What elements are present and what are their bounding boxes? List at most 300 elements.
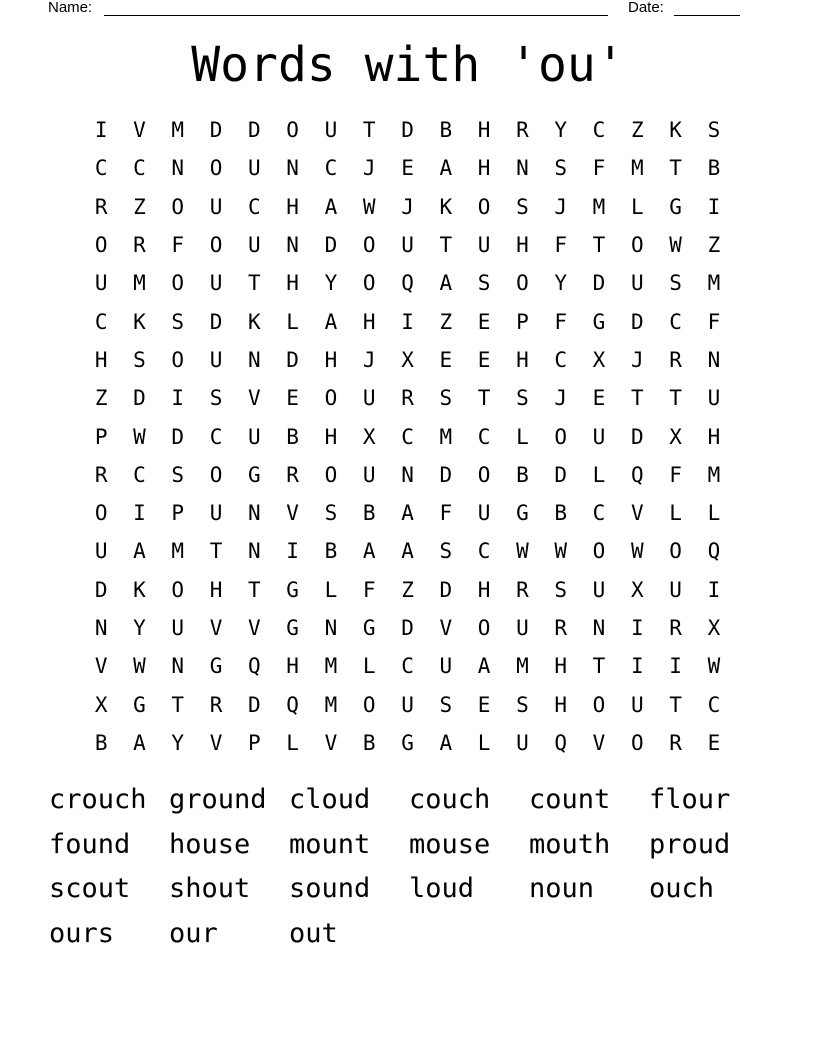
grid-letter[interactable]: R	[286, 462, 299, 487]
grid-letter[interactable]: L	[362, 654, 376, 679]
grid-letter[interactable]: R	[669, 616, 682, 640]
grid-letter[interactable]: L	[286, 309, 299, 334]
grid-letter[interactable]: R	[401, 386, 414, 411]
grid-letter[interactable]: V	[439, 616, 453, 640]
grid-letter[interactable]: N	[324, 616, 338, 640]
grid-letter[interactable]: S	[209, 386, 223, 411]
grid-letter[interactable]: G	[516, 501, 529, 526]
grid-letter[interactable]: H	[94, 347, 108, 372]
grid-letter[interactable]: Q	[630, 462, 644, 487]
grid-letter[interactable]: K	[248, 309, 261, 334]
grid-letter[interactable]: V	[94, 654, 108, 679]
grid-letter[interactable]: V	[209, 616, 223, 640]
grid-letter[interactable]: N	[707, 347, 721, 372]
grid-letter[interactable]: T	[248, 271, 261, 296]
grid-letter[interactable]: O	[286, 118, 299, 143]
grid-letter[interactable]: E	[592, 386, 606, 411]
grid-letter[interactable]: W	[133, 654, 146, 679]
grid-letter[interactable]: U	[248, 424, 261, 449]
grid-letter[interactable]: B	[554, 501, 568, 526]
grid-letter[interactable]: X	[592, 347, 606, 372]
grid-letter[interactable]: T	[477, 386, 491, 411]
grid-letter[interactable]: D	[630, 424, 644, 449]
grid-letter[interactable]: B	[94, 730, 108, 755]
grid-letter[interactable]: O	[209, 156, 223, 181]
grid-letter[interactable]: V	[248, 616, 261, 640]
grid-letter[interactable]: F	[554, 233, 568, 258]
grid-letter[interactable]: C	[592, 118, 606, 143]
grid-letter[interactable]: O	[171, 577, 185, 602]
grid-letter[interactable]: O	[477, 616, 491, 640]
grid-letter[interactable]: N	[592, 616, 606, 640]
grid-letter[interactable]: X	[362, 424, 376, 449]
grid-letter[interactable]: A	[362, 539, 376, 564]
grid-letter[interactable]: C	[477, 539, 491, 564]
grid-letter[interactable]: B	[439, 118, 453, 143]
grid-letter[interactable]: V	[324, 730, 338, 755]
grid-letter[interactable]: C	[209, 424, 223, 449]
grid-letter[interactable]: C	[94, 309, 108, 334]
grid-letter[interactable]: L	[477, 730, 491, 755]
grid-letter[interactable]: F	[171, 233, 185, 258]
grid-letter[interactable]: H	[209, 577, 223, 602]
grid-letter[interactable]: S	[516, 194, 529, 219]
grid-letter[interactable]: O	[94, 501, 108, 526]
grid-letter[interactable]: M	[516, 654, 529, 679]
grid-letter[interactable]: O	[592, 539, 606, 564]
grid-letter[interactable]: T	[439, 233, 453, 258]
grid-letter[interactable]: C	[401, 654, 414, 679]
grid-letter[interactable]: D	[248, 692, 261, 717]
grid-letter[interactable]: W	[707, 654, 721, 679]
grid-letter[interactable]: Q	[286, 692, 299, 717]
grid-letter[interactable]: N	[248, 501, 261, 526]
grid-letter[interactable]: Y	[171, 730, 185, 755]
grid-letter[interactable]: O	[324, 462, 338, 487]
grid-letter[interactable]: I	[707, 577, 721, 602]
grid-letter[interactable]: C	[248, 194, 261, 219]
grid-letter[interactable]: O	[171, 194, 185, 219]
grid-letter[interactable]: I	[133, 501, 146, 526]
grid-letter[interactable]: O	[171, 347, 185, 372]
grid-letter[interactable]: G	[669, 194, 682, 219]
grid-letter[interactable]: N	[516, 156, 529, 181]
grid-letter[interactable]: A	[477, 654, 491, 679]
grid-letter[interactable]: U	[630, 271, 644, 296]
grid-letter[interactable]: H	[707, 424, 721, 449]
grid-letter[interactable]: O	[362, 271, 376, 296]
grid-letter[interactable]: E	[439, 347, 453, 372]
grid-letter[interactable]: P	[248, 730, 261, 755]
grid-letter[interactable]: J	[554, 194, 568, 219]
grid-letter[interactable]: D	[286, 347, 299, 372]
grid-letter[interactable]: D	[324, 233, 338, 258]
grid-letter[interactable]: R	[209, 692, 223, 717]
grid-letter[interactable]: R	[516, 577, 529, 602]
grid-letter[interactable]: O	[171, 271, 185, 296]
grid-letter[interactable]: S	[516, 692, 529, 717]
grid-letter[interactable]: Q	[707, 539, 721, 564]
grid-letter[interactable]: M	[324, 654, 338, 679]
grid-letter[interactable]: Z	[630, 118, 644, 143]
grid-letter[interactable]: I	[286, 539, 299, 564]
date-line[interactable]	[674, 15, 740, 16]
grid-letter[interactable]: L	[669, 501, 682, 526]
grid-letter[interactable]: D	[248, 118, 261, 143]
grid-letter[interactable]: O	[669, 539, 682, 564]
grid-letter[interactable]: H	[324, 347, 338, 372]
grid-letter[interactable]: R	[133, 233, 146, 258]
grid-letter[interactable]: W	[133, 424, 146, 449]
word-bank-item: proud	[649, 828, 731, 860]
grid-row	[82, 188, 733, 226]
grid-letter[interactable]: F	[439, 501, 453, 526]
grid-letter[interactable]: M	[707, 271, 721, 296]
grid-letter[interactable]: D	[401, 616, 414, 640]
grid-letter[interactable]: C	[401, 424, 414, 449]
grid-letter[interactable]: O	[592, 692, 606, 717]
grid-letter[interactable]: T	[592, 233, 606, 258]
grid-letter[interactable]: P	[171, 501, 185, 526]
grid-letter[interactable]: I	[630, 654, 644, 679]
grid-letter[interactable]: Y	[324, 271, 338, 296]
grid-letter[interactable]: L	[707, 501, 721, 526]
grid-letter[interactable]: Z	[439, 309, 453, 334]
grid-row	[82, 494, 733, 532]
grid-letter[interactable]: C	[554, 347, 568, 372]
grid-letter[interactable]: V	[133, 118, 146, 143]
grid-letter[interactable]: L	[286, 730, 299, 755]
date-label: Date:	[628, 0, 664, 16]
grid-letter[interactable]: J	[401, 194, 414, 219]
word-bank-item: couch	[409, 784, 491, 815]
word-bank-item: found	[49, 828, 131, 860]
grid-letter[interactable]: C	[94, 156, 108, 181]
grid-letter[interactable]: G	[248, 462, 261, 487]
grid-letter[interactable]: U	[439, 654, 453, 679]
grid-letter[interactable]: K	[669, 118, 682, 143]
grid-letter[interactable]: H	[286, 271, 299, 296]
grid-letter[interactable]: S	[439, 386, 453, 411]
grid-letter[interactable]: U	[630, 692, 644, 717]
grid-letter[interactable]: U	[707, 386, 721, 411]
grid-letter[interactable]: J	[554, 386, 568, 411]
grid-letter[interactable]: U	[592, 577, 606, 602]
grid-letter[interactable]: H	[516, 233, 529, 258]
grid-letter[interactable]: I	[94, 118, 108, 143]
grid-letter[interactable]: O	[362, 692, 376, 717]
grid-letter[interactable]: H	[477, 118, 491, 143]
grid-letter[interactable]: H	[286, 194, 299, 219]
name-line[interactable]	[104, 15, 608, 16]
grid-letter[interactable]: S	[707, 118, 721, 143]
grid-letter[interactable]: Z	[94, 386, 108, 411]
grid-letter[interactable]: O	[630, 233, 644, 258]
grid-letter[interactable]: D	[209, 309, 223, 334]
grid-letter[interactable]: X	[401, 347, 414, 372]
grid-row	[82, 111, 733, 149]
grid-letter[interactable]: S	[439, 539, 453, 564]
grid-letter[interactable]: Y	[554, 118, 568, 143]
grid-letter[interactable]: S	[669, 271, 682, 296]
grid-letter[interactable]: A	[133, 539, 146, 564]
grid-letter[interactable]: F	[707, 309, 721, 334]
grid-letter[interactable]: O	[209, 233, 223, 258]
grid-letter[interactable]: S	[516, 386, 529, 411]
grid-letter[interactable]: H	[362, 309, 376, 334]
grid-letter[interactable]: V	[286, 501, 299, 526]
grid-letter[interactable]: O	[209, 462, 223, 487]
grid-letter[interactable]: P	[516, 309, 529, 334]
grid-letter[interactable]: Z	[401, 577, 414, 602]
grid-letter[interactable]: X	[669, 424, 682, 449]
grid-letter[interactable]: S	[554, 156, 568, 181]
grid-letter[interactable]: D	[592, 271, 606, 296]
grid-letter[interactable]: H	[554, 692, 568, 717]
grid-letter[interactable]: T	[669, 156, 682, 181]
grid-letter[interactable]: C	[133, 462, 146, 487]
grid-letter[interactable]: U	[94, 271, 108, 296]
grid-letter[interactable]: U	[477, 233, 491, 258]
grid-letter[interactable]: W	[362, 194, 376, 219]
grid-letter[interactable]: N	[94, 616, 108, 640]
grid-letter[interactable]: D	[439, 577, 453, 602]
grid-letter[interactable]: A	[324, 194, 338, 219]
grid-letter[interactable]: C	[133, 156, 146, 181]
grid-letter[interactable]: W	[630, 539, 644, 564]
grid-letter[interactable]: T	[592, 654, 606, 679]
grid-letter[interactable]: B	[707, 156, 721, 181]
grid-letter[interactable]: M	[630, 156, 644, 181]
grid-letter[interactable]: E	[401, 156, 414, 181]
grid-letter[interactable]: X	[707, 616, 721, 640]
grid-letter[interactable]: D	[401, 118, 414, 143]
grid-letter[interactable]: N	[286, 233, 299, 258]
grid-letter[interactable]: C	[477, 424, 491, 449]
grid-letter[interactable]: V	[209, 730, 223, 755]
grid-letter[interactable]: W	[516, 539, 529, 564]
grid-letter[interactable]: N	[286, 156, 299, 181]
grid-letter[interactable]: J	[362, 347, 376, 372]
grid-letter[interactable]: C	[707, 692, 721, 717]
grid-letter[interactable]: C	[669, 309, 682, 334]
grid-letter[interactable]: G	[286, 616, 299, 640]
grid-letter[interactable]: O	[630, 730, 644, 755]
grid-letter[interactable]: B	[362, 501, 376, 526]
grid-letter[interactable]: B	[286, 424, 299, 449]
grid-letter[interactable]: M	[324, 692, 338, 717]
grid-letter[interactable]: T	[669, 692, 682, 717]
grid-letter[interactable]: K	[439, 194, 453, 219]
grid-letter[interactable]: T	[171, 692, 185, 717]
grid-letter[interactable]: E	[286, 386, 299, 411]
grid-letter[interactable]: V	[248, 386, 261, 411]
grid-letter[interactable]: U	[362, 462, 376, 487]
grid-letter[interactable]: U	[401, 233, 414, 258]
grid-letter[interactable]: D	[171, 424, 185, 449]
grid-letter[interactable]: R	[554, 616, 568, 640]
grid-letter[interactable]: G	[133, 692, 146, 717]
grid-letter[interactable]: I	[669, 654, 682, 679]
grid-letter[interactable]: K	[133, 577, 146, 602]
grid-letter[interactable]: F	[362, 577, 376, 602]
grid-letter[interactable]: R	[94, 462, 108, 487]
grid-letter[interactable]: U	[248, 233, 261, 258]
grid-letter[interactable]: U	[516, 730, 529, 755]
grid-letter[interactable]: H	[477, 577, 491, 602]
grid-letter[interactable]: U	[324, 118, 338, 143]
grid-letter[interactable]: D	[554, 462, 568, 487]
grid-letter[interactable]: L	[516, 424, 529, 449]
grid-letter[interactable]: M	[171, 118, 185, 143]
grid-letter[interactable]: S	[554, 577, 568, 602]
grid-letter[interactable]: G	[592, 309, 606, 334]
grid-letter[interactable]: O	[362, 233, 376, 258]
grid-letter[interactable]: N	[171, 156, 185, 181]
grid-letter[interactable]: L	[324, 577, 338, 602]
grid-letter[interactable]: A	[439, 156, 453, 181]
grid-letter[interactable]: J	[630, 347, 644, 372]
grid-letter[interactable]: H	[477, 156, 491, 181]
grid-letter[interactable]: A	[133, 730, 146, 755]
grid-letter[interactable]: N	[248, 347, 261, 372]
grid-letter[interactable]: U	[592, 424, 606, 449]
grid-letter[interactable]: E	[477, 347, 491, 372]
grid-letter[interactable]: I	[630, 616, 644, 640]
grid-letter[interactable]: C	[324, 156, 338, 181]
grid-letter[interactable]: Q	[401, 271, 414, 296]
grid-letter[interactable]: N	[248, 539, 261, 564]
grid-letter[interactable]: I	[707, 194, 721, 219]
grid-letter[interactable]: O	[94, 233, 108, 258]
grid-letter[interactable]: W	[554, 539, 568, 564]
grid-letter[interactable]: M	[439, 424, 453, 449]
grid-letter[interactable]: J	[362, 156, 376, 181]
grid-letter[interactable]: K	[133, 309, 146, 334]
grid-letter[interactable]: M	[171, 539, 185, 564]
grid-letter[interactable]: G	[362, 616, 376, 640]
grid-row	[82, 226, 733, 264]
grid-letter[interactable]: G	[209, 654, 223, 679]
grid-letter[interactable]: A	[324, 309, 338, 334]
grid-letter[interactable]: T	[669, 386, 682, 411]
grid-letter[interactable]: S	[171, 462, 185, 487]
grid-letter[interactable]: U	[516, 616, 529, 640]
grid-letter[interactable]: U	[477, 501, 491, 526]
grid-letter[interactable]: D	[630, 309, 644, 334]
grid-letter[interactable]: X	[94, 692, 108, 717]
grid-letter[interactable]: R	[94, 194, 108, 219]
grid-letter[interactable]: Q	[248, 654, 261, 679]
grid-letter[interactable]: V	[592, 730, 606, 755]
grid-letter[interactable]: A	[401, 501, 414, 526]
grid-letter[interactable]: S	[477, 271, 491, 296]
grid-letter[interactable]: R	[669, 730, 682, 755]
grid-letter[interactable]: P	[94, 424, 108, 449]
grid-letter[interactable]: T	[248, 577, 261, 602]
grid-letter[interactable]: R	[669, 347, 682, 372]
grid-letter[interactable]: A	[439, 730, 453, 755]
grid-letter[interactable]: F	[592, 156, 606, 181]
grid-letter[interactable]: U	[401, 692, 414, 717]
grid-letter[interactable]: S	[324, 501, 338, 526]
grid-letter[interactable]: H	[286, 654, 299, 679]
grid-letter[interactable]: F	[669, 462, 682, 487]
grid-letter[interactable]: M	[707, 462, 721, 487]
grid-letter[interactable]: O	[516, 271, 529, 296]
grid-letter[interactable]: L	[630, 194, 644, 219]
grid-letter[interactable]: I	[401, 309, 414, 334]
word-bank-item: noun	[529, 873, 595, 905]
grid-letter[interactable]: G	[286, 577, 299, 602]
grid-letter[interactable]: B	[362, 730, 376, 755]
grid-letter[interactable]: L	[592, 462, 606, 487]
grid-letter[interactable]: M	[133, 271, 146, 296]
grid-letter[interactable]: I	[171, 386, 185, 411]
grid-letter[interactable]: A	[401, 539, 414, 564]
grid-letter[interactable]: U	[209, 271, 223, 296]
grid-letter[interactable]: H	[324, 424, 338, 449]
grid-letter[interactable]: B	[324, 539, 338, 564]
grid-letter[interactable]: U	[669, 577, 682, 602]
grid-letter[interactable]: H	[554, 654, 568, 679]
grid-letter[interactable]: X	[630, 577, 644, 602]
grid-letter[interactable]: Z	[707, 233, 721, 258]
grid-letter[interactable]: D	[209, 118, 223, 143]
grid-letter[interactable]: C	[592, 501, 606, 526]
grid-letter[interactable]: Y	[133, 616, 146, 640]
grid-letter[interactable]: M	[592, 194, 606, 219]
grid-letter[interactable]: U	[209, 347, 223, 372]
grid-letter[interactable]: T	[630, 386, 644, 411]
grid-letter[interactable]: S	[133, 347, 146, 372]
grid-letter[interactable]: U	[94, 539, 108, 564]
grid-letter[interactable]: E	[477, 309, 491, 334]
grid-letter[interactable]: R	[516, 118, 529, 143]
grid-letter[interactable]: Z	[133, 194, 146, 219]
grid-letter[interactable]: G	[401, 730, 414, 755]
grid-letter[interactable]: H	[516, 347, 529, 372]
grid-letter[interactable]: U	[209, 501, 223, 526]
grid-letter[interactable]: B	[516, 462, 529, 487]
grid-letter[interactable]: O	[554, 424, 568, 449]
grid-letter[interactable]: O	[477, 194, 491, 219]
grid-letter[interactable]: S	[439, 692, 453, 717]
grid-letter[interactable]: O	[477, 462, 491, 487]
grid-letter[interactable]: U	[171, 616, 185, 640]
grid-letter[interactable]: W	[669, 233, 682, 258]
grid-letter[interactable]: E	[477, 692, 491, 717]
grid-letter[interactable]: U	[209, 194, 223, 219]
grid-letter[interactable]: D	[439, 462, 453, 487]
grid-letter[interactable]: S	[171, 309, 185, 334]
grid-letter[interactable]: Q	[554, 730, 568, 755]
grid-letter[interactable]: T	[209, 539, 223, 564]
grid-letter[interactable]: D	[133, 386, 146, 411]
grid-letter[interactable]: A	[439, 271, 453, 296]
grid-letter[interactable]: Y	[554, 271, 568, 296]
grid-letter[interactable]: V	[630, 501, 644, 526]
grid-letter[interactable]: O	[324, 386, 338, 411]
grid-letter[interactable]: U	[362, 386, 376, 411]
grid-letter[interactable]: T	[362, 118, 376, 143]
grid-letter[interactable]: E	[707, 730, 721, 755]
grid-letter[interactable]: N	[401, 462, 414, 487]
grid-letter[interactable]: N	[171, 654, 185, 679]
grid-letter[interactable]: U	[248, 156, 261, 181]
grid-letter[interactable]: D	[94, 577, 108, 602]
grid-letter[interactable]: F	[554, 309, 568, 334]
